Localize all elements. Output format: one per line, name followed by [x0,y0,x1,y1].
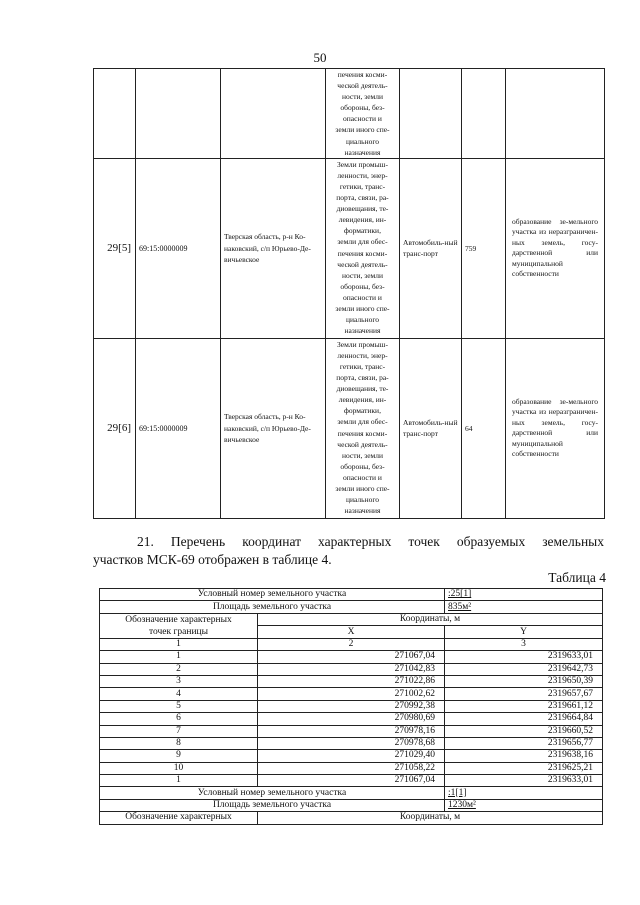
plot-area-value: 1230м² [445,799,603,811]
land-plots-table [93,68,605,519]
land-category-line: опасности и [343,114,382,124]
permitted-use [400,69,462,159]
cadastral-quarter: 69:15:0000009 [136,158,221,338]
y-header: Y [445,626,603,639]
y-value: 2319633,01 [445,651,603,663]
land-category-line: левидения, ин- [338,215,387,225]
land-category-line: земли иного спе- [335,483,390,493]
y-value: 2319638,16 [445,750,603,762]
page-number: 50 [313,50,327,65]
land-category-line: обороны, без- [340,103,385,113]
land-category-line: левидения, ин- [338,395,387,405]
land-category-line: диовещания, те- [336,204,389,214]
land-category [326,158,400,338]
point-id: 1 [100,775,258,787]
paragraph-line: 21. Перечень координат характерных точек образуемых земельных [137,534,604,549]
land-category-line: ленности, энер- [337,350,388,360]
land-category-line: циального [346,136,379,146]
land-category-line: ческой деятель- [337,259,388,269]
land-category-line: форматики, [344,406,381,416]
land-category-line: Земли промыш- [337,339,388,349]
y-value: 2319650,39 [445,675,603,687]
y-value: 2319656,77 [445,737,603,749]
cadastral-quarter: 69:15:0000009 [136,338,221,518]
table-row [100,713,603,725]
plot-area-label: Площадь земельного участка [100,799,445,811]
column-numbers-row [100,638,603,650]
land-category-line: ческой деятель- [337,439,388,449]
land-category-line: ленности, энер- [337,170,388,180]
plot-area: 759 [462,158,506,338]
col-number: 2 [258,638,445,650]
land-category-line: диовещания, те- [336,384,389,394]
land-category-line: земли для обес- [337,417,388,427]
plot-number-row [100,787,603,799]
table-row [94,69,605,159]
coords-header: Координаты, м [258,613,603,626]
x-value: 270978,16 [258,725,445,737]
land-category [326,338,400,518]
land-category-line: порта, связи, ра- [336,373,389,383]
point-id: 9 [100,750,258,762]
land-category-line: назначения [344,147,381,157]
x-value: 270992,38 [258,700,445,712]
land-category-line: форматики, [344,226,381,236]
table-row [100,675,603,687]
point-id: 6 [100,713,258,725]
table-row [100,663,603,675]
row-number: 29[6] [94,338,136,518]
coordinates-table [99,588,603,825]
formation-note: образование зе-мельного участка из неразграничен-ных земель, госу-дарственной или муниципальной собственности [506,338,605,518]
land-category-line: ности, земли [341,270,384,280]
plot-area-row [100,799,603,811]
x-value: 271067,04 [258,651,445,663]
point-id: 8 [100,737,258,749]
table-row [100,775,603,787]
plot-area: 64 [462,338,506,518]
plot-area [462,69,506,159]
land-category-line: ческой деятель- [337,81,388,91]
paragraph-line: участков МСК-69 отображен в таблице 4. [93,552,332,567]
permitted-use: Автомобиль-ный транс-порт [400,158,462,338]
row-number: 29[5] [94,158,136,338]
land-category-line: циального [346,495,379,505]
x-value: 271029,40 [258,750,445,762]
x-value: 270978,68 [258,737,445,749]
x-value: 271002,62 [258,688,445,700]
cadastral-quarter [136,69,221,159]
land-category-line: земли иного спе- [335,303,390,313]
formation-note: образование зе-мельного участка из неразграничен-ных земель, госу-дарственной или муниципальной собственности [506,158,605,338]
plot-number-value: :25[1] [445,589,603,601]
address: Тверская область, р-н Ко-наковский, с/п Юрьево-Де-вичьевское [221,338,326,518]
table-row [100,651,603,663]
land-category-line: ности, земли [341,450,384,460]
header-row [100,613,603,626]
table-row [100,700,603,712]
plot-area-label: Площадь земельного участка [100,601,445,613]
plot-area-row [100,601,603,613]
plot-area-value: 835м² [445,601,603,613]
x-value: 271022,86 [258,675,445,687]
y-value: 2319661,12 [445,700,603,712]
land-category-line: ности, земли [341,92,384,102]
points-header: Обозначение характерных точек границы [100,613,258,638]
row-number [94,69,136,159]
land-category-line: назначения [344,326,381,336]
x-value: 270980,69 [258,713,445,725]
table-row [100,725,603,737]
address [221,69,326,159]
point-id: 5 [100,700,258,712]
table-row [100,688,603,700]
plot-number-row [100,589,603,601]
land-category-line: опасности и [343,292,382,302]
land-category-line: обороны, без- [340,461,385,471]
y-value: 2319664,84 [445,713,603,725]
col-number: 3 [445,638,603,650]
land-category-line: печения косми- [337,70,388,79]
table-row [100,750,603,762]
y-value: 2319642,73 [445,663,603,675]
point-id: 7 [100,725,258,737]
land-category-line: гетики, транс- [339,181,386,191]
point-id: 1 [100,651,258,663]
land-category [326,69,400,159]
points-header: Обозначение характерных [100,812,258,824]
plot-number-label: Условный номер земельного участка [100,787,445,799]
point-id: 2 [100,663,258,675]
x-value: 271042,83 [258,663,445,675]
y-value: 2319625,21 [445,762,603,774]
x-value: 271058,22 [258,762,445,774]
coords-header: Координаты, м [258,812,603,824]
address: Тверская область, р-н Ко-наковский, с/п Юрьево-Де-вичьевское [221,158,326,338]
col-number: 1 [100,638,258,650]
table-row [94,338,605,518]
table-caption: Таблица 4 [548,570,606,585]
point-id: 3 [100,675,258,687]
table-row [100,737,603,749]
plot-number-value: :1[1] [445,787,603,799]
land-category-line: циального [346,315,379,325]
y-value: 2319633,01 [445,775,603,787]
y-value: 2319660,52 [445,725,603,737]
land-category-line: порта, связи, ра- [336,193,389,203]
header-row [100,812,603,824]
table-row [100,762,603,774]
paragraph-21 [93,533,604,569]
y-value: 2319657,67 [445,688,603,700]
x-header: X [258,626,445,639]
land-category-line: назначения [344,506,381,516]
point-id: 10 [100,762,258,774]
permitted-use: Автомобиль-ный транс-порт [400,338,462,518]
x-value: 271067,04 [258,775,445,787]
land-category-line: опасности и [343,472,382,482]
table-row [94,158,605,338]
land-category-line: земли иного спе- [335,125,390,135]
point-id: 4 [100,688,258,700]
formation-note [506,69,605,159]
plot-number-label: Условный номер земельного участка [100,589,445,601]
land-category-line: печения косми- [337,248,388,258]
land-category-line: Земли промыш- [337,159,388,169]
land-category-line: земли для обес- [337,237,388,247]
land-category-line: печения косми- [337,428,388,438]
land-category-line: гетики, транс- [339,361,386,371]
land-category-line: обороны, без- [340,281,385,291]
